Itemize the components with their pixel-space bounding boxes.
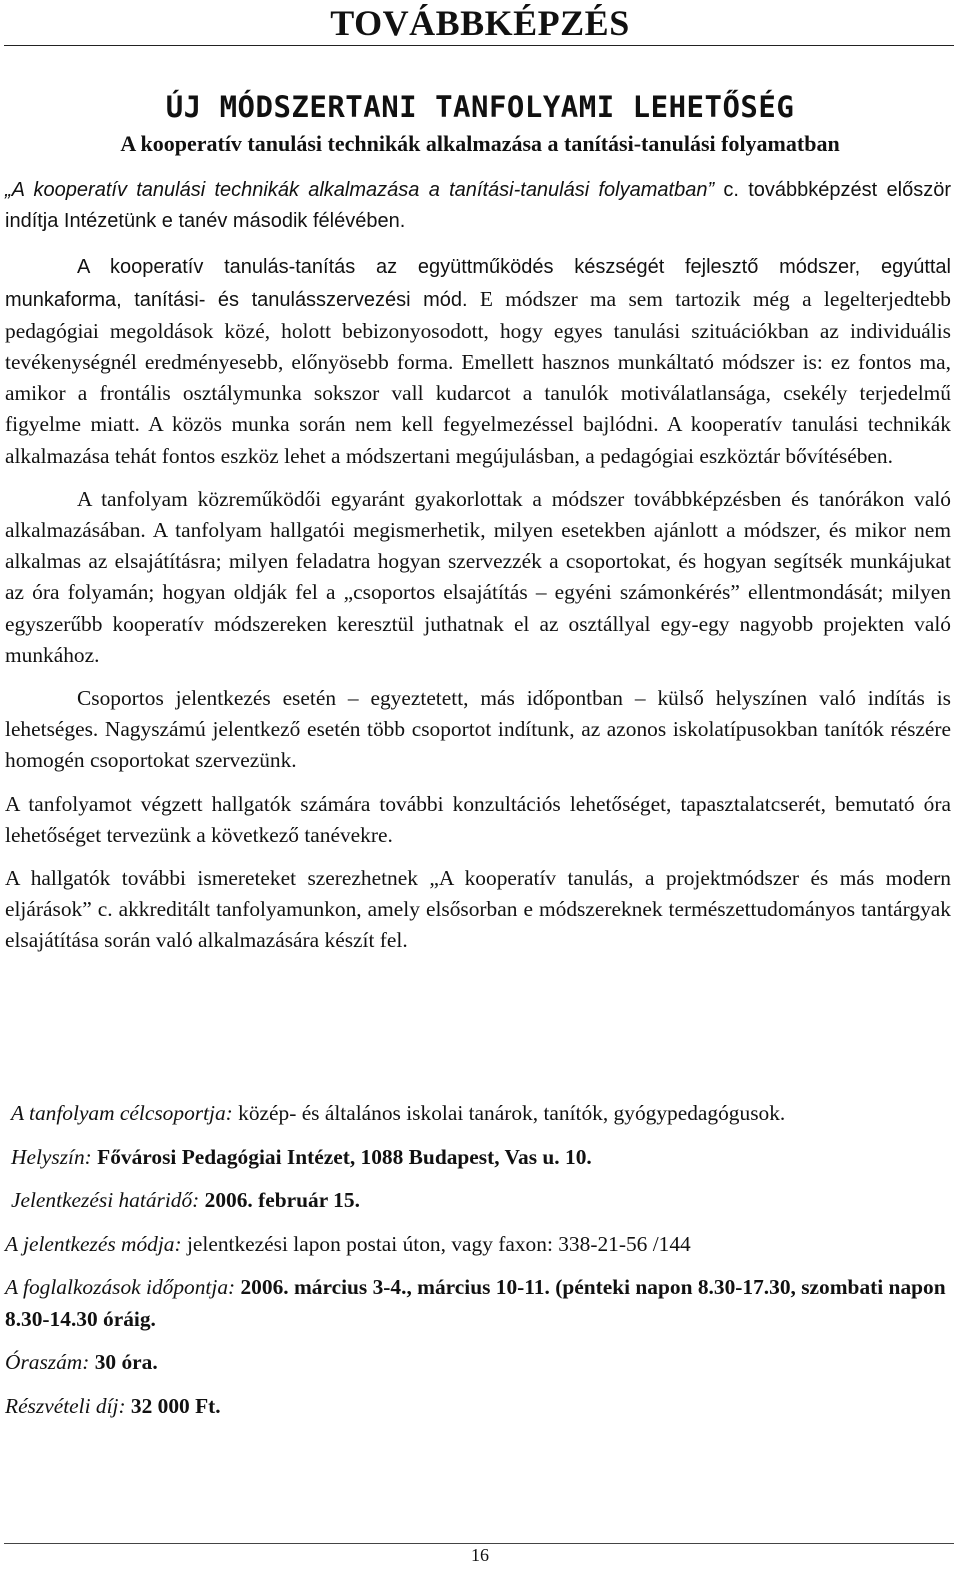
detail-location-value: Fővárosi Pedagógiai Intézet, 1088 Budapest, Vas u. 10. [91,1144,592,1169]
article-body [5,175,951,957]
detail-fee-value: 32 000 Ft. [125,1393,221,1418]
detail-fee-label: Részvételi díj: [5,1393,126,1418]
header-divider [4,45,954,46]
section-header-title: TOVÁBBKÉPZÉS [330,3,630,43]
detail-method-value: jelentkezési lapon postai úton, vagy faxon: 338-21-56 /144 [181,1231,691,1256]
detail-target-value: közép- és általános iskolai tanárok, tanítók, gyógypedagógusok. [232,1101,786,1125]
detail-dates-value: 2006. március 3-4., március 10-11. (pénteki napon 8.30-17.30, szombati napon 8.30-14.30 óráig. [5,1275,946,1331]
detail-session-dates [5,1272,951,1335]
detail-dates-label: A foglalkozások időpontja: [5,1275,236,1299]
detail-deadline [5,1185,951,1217]
paragraph-group-application: Csoportos jelentkezés esetén – egyeztetett, más időpontban – külső helyszínen való indítás is lehetséges. Nagyszámú jelentkező esetén több csoportot indítunk, az azonos iskolatípusokban tanítók részére homogén csoportokat szervezünk. [5,686,951,773]
paragraph-further-course: A hallgatók további ismereteket szerezhetnek „A kooperatív tanulás, a projektmódszer és más modern eljárások” c. akkreditált tanfolyamunkon, amely elsősorban e módszereknek természettudományos tantárgyak elsajátítása során való alkalmazására készít fel. [5,866,951,953]
detail-deadline-label: Jelentkezési határidő: [11,1188,200,1212]
detail-hours-value: 30 óra. [89,1350,158,1374]
detail-target-group [5,1098,951,1130]
footer-divider [4,1543,954,1544]
detail-target-label: A tanfolyam célcsoportja: [11,1101,233,1125]
paragraph-method-lead: A kooperatív tanulás-tanítás az együttműködés készségét fejlesztő módszer, egyúttal munkaforma, tanítási- és tanulásszervezési mód. [5,256,951,311]
course-details [5,1098,951,1422]
detail-location-label: Helyszín: [11,1144,92,1169]
detail-deadline-value: 2006. február 15. [199,1188,360,1212]
detail-location [5,1142,951,1174]
detail-method-label: A jelentkezés módja: [5,1231,182,1256]
paragraph-method [5,251,951,471]
article-subtitle: A kooperatív tanulási technikák alkalmazása a tanítási-tanulási folyamatban [120,131,840,156]
paragraph-instructors: A tanfolyam közreműködői egyaránt gyakorlottak a módszer továbbképzésben és tanórákon való alkalmazásában. A tanfolyam hallgatói megismerhetik, milyen esetekben ajánlott a módszer, és mikor nem alkalmas az elsajátításra; milyen feladatra hogyan szervezzék a csoportokat, és hogyan segítsék munkájukat az óra folyamán; hogyan oldják fel a „csoportos elsajátítás – egyéni számonkérés” ellentmondását; milyen egyszerűbb kooperatív módszereken keresztül juthatnak el az osztállyal egy-egy nagyobb projekten való munkához. [5,486,951,667]
article-title: ÚJ MÓDSZERTANI TANFOLYAMI LEHETŐSÉG [165,90,795,124]
paragraph-intro-rest: c. továbbképzést először indítja Intézetünk e tanév második félévében. [5,179,951,233]
detail-application-method [5,1229,951,1261]
paragraph-intro [5,175,951,237]
detail-fee [5,1391,951,1423]
course-title-quote: „A kooperatív tanulási technikák alkalmazása a tanítási-tanulási folyamatban” [5,179,715,201]
detail-hours-label: Óraszám: [5,1350,90,1374]
paragraph-method-rest: E módszer ma sem tartozik még a legelterjedtebb pedagógiai megoldások közé, holott bebizonyosodott, hogy egyes tanulási szituációkban az individuális tevékenységnél eredményesebb, előnyösebb forma. Emellett hasznos munkáltató módszer is: ez fontos ma, amikor a frontális osztálymunka sokszor vall kudarcot a tanulók motiválatlansága, csekély terjedelmű figyelme miatt. A közös munka során nem kell fegyelmezéssel bajlódni. A kooperatív tanulási technikák alkalmazása tehát fontos eszköz lehet a módszertani megújulásban, a pedagógiai eszköztár bővítésében. [5,286,951,468]
detail-hours [5,1347,951,1379]
paragraph-consultation: A tanfolyamot végzett hallgatók számára további konzultációs lehetőséget, tapasztalatcserét, bemutató óra lehetőséget tervezünk a következő tanévekre. [5,791,951,847]
page-number: 16 [471,1545,489,1565]
